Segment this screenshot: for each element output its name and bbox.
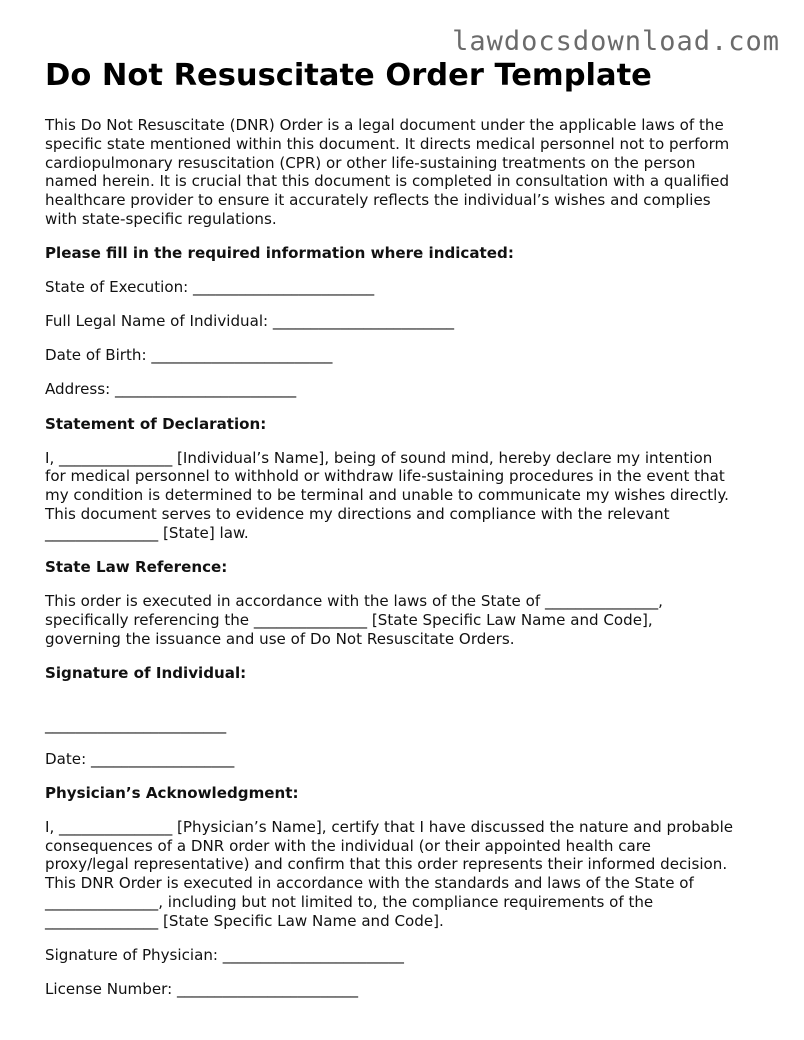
document-page [45,56,775,999]
declaration-line: my condition is determined to be terminal and unable to communicate my wishes directly. [45,486,729,505]
page-title: Do Not Resuscitate Order Template [45,58,652,93]
license-number-field[interactable]: License Number: ________________________ [45,979,359,998]
declaration-line: I, _______________ [Individual’s Name], being of sound mind, hereby declare my intention [45,448,713,467]
physician-heading: Physician’s Acknowledgment: [45,783,299,802]
intro-line: healthcare provider to ensure it accurately reflects the individual’s wishes and complies [45,191,711,210]
declaration-paragraph [45,449,775,543]
full-legal-name-field[interactable]: Full Legal Name of Individual: ________________________ [45,312,455,331]
physician-line: _______________, including but not limited to, the compliance requirements of the [45,892,654,911]
physician-line: consequences of a DNR order with the individual (or their appointed health care [45,836,651,855]
address-field[interactable]: Address: ________________________ [45,380,297,399]
physician-line: I, _______________ [Physician’s Name], certify that I have discussed the nature and probable [45,817,734,836]
state-law-paragraph [45,592,775,648]
declaration-line: _______________ [State] law. [45,523,249,542]
physician-line: _______________ [State Specific Law Name and Code]. [45,911,444,930]
state-of-execution-field[interactable]: State of Execution: ________________________ [45,278,375,297]
declaration-heading: Statement of Declaration: [45,414,267,433]
signature-date-field[interactable]: Date: ___________________ [45,749,235,768]
physician-paragraph [45,818,775,931]
physician-line: proxy/legal representative) and confirm that this order represents their informed decision. [45,855,728,874]
intro-line: specific state mentioned within this document. It directs medical personnel not to perform [45,134,730,153]
intro-paragraph [45,116,775,229]
date-of-birth-field[interactable]: Date of Birth: ________________________ [45,346,333,365]
state-law-line: This order is executed in accordance with the laws of the State of _______________, [45,592,663,611]
signature-heading: Signature of Individual: [45,663,247,682]
state-law-heading: State Law Reference: [45,557,228,576]
intro-line: with state-specific regulations. [45,209,277,228]
individual-signature-line[interactable]: ________________________ [45,715,227,734]
intro-line: This Do Not Resuscitate (DNR) Order is a legal document under the applicable laws of the [45,116,724,134]
physician-line: This DNR Order is executed in accordance with the standards and laws of the State of [45,874,694,893]
state-law-line: governing the issuance and use of Do Not Resuscitate Orders. [45,629,515,648]
fill-heading: Please fill in the required information where indicated: [45,244,514,263]
watermark: lawdocsdownload.com [452,26,780,57]
physician-signature-field[interactable]: Signature of Physician: ________________________ [45,945,404,964]
intro-line: named herein. It is crucial that this document is completed in consultation with a qualified [45,172,730,191]
intro-line: cardiopulmonary resuscitation (CPR) or other life-sustaining treatments on the person [45,153,696,172]
state-law-line: specifically referencing the _______________ [State Specific Law Name and Code], [45,610,653,629]
declaration-line: for medical personnel to withhold or withdraw life-sustaining procedures in the event that [45,467,725,486]
declaration-line: This document serves to evidence my directions and compliance with the relevant [45,505,670,524]
